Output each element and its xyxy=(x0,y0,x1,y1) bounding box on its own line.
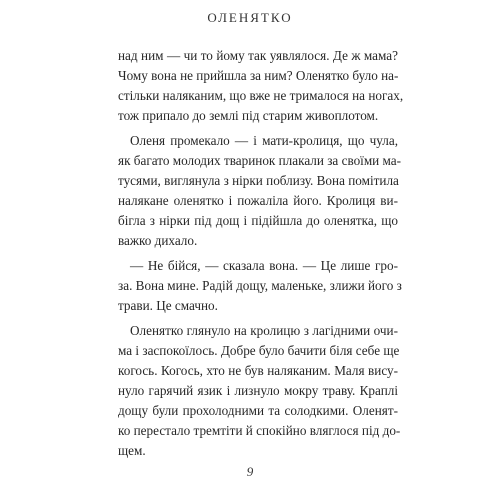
paragraph-1 xyxy=(118,46,404,126)
paragraph-2 xyxy=(118,131,402,251)
paragraph-4 xyxy=(118,321,401,461)
text-line: важко дихало. xyxy=(118,233,198,248)
text-line: щем. xyxy=(118,443,146,458)
text-line: налякане оленятко і пожаліла його. Кролиця ви- xyxy=(118,193,398,208)
text-line: тусями, виглянула з нірки поблизу. Вона помітила xyxy=(118,173,399,188)
text-line: нуло гарячий язик і лизнуло мокру траву. Краплі xyxy=(118,383,398,398)
text-line: трави. Це смачно. xyxy=(118,298,218,313)
text-line: як багато молодих тваринок плакали за своїми ма- xyxy=(118,153,402,168)
text-line: Оленя промекало — і мати-кролиця, що чула, xyxy=(130,133,398,148)
text-line: тож припало до землі під старим живоплотом. xyxy=(118,108,379,123)
text-line: дощу були прохолодними та солодкими. Оленят- xyxy=(118,403,398,418)
text-line: — Не бійся, — сказала вона. — Це лише гро- xyxy=(130,258,398,273)
text-line: ко перестало тремтіти й спокійно вляглося під до- xyxy=(118,423,401,438)
page-number: 9 xyxy=(246,464,254,479)
text-line: ма і заспокоїлось. Добре було бачити біля себе ще xyxy=(118,343,400,358)
body-text xyxy=(118,46,404,461)
text-line: стільки наляканим, що вже не трималося на ногах, xyxy=(118,88,404,103)
text-line: Чому вона не прийшла за ним? Оленятко було на- xyxy=(118,68,399,83)
text-line: за. Вона мине. Радій дощу, маленьке, злижи його з xyxy=(118,278,402,293)
text-line: когось. Когось, хто не був наляканим. Маля вису- xyxy=(118,363,398,378)
text-line: Оленятко глянуло на кролицю з лагідними очи- xyxy=(130,323,398,338)
paragraph-3 xyxy=(118,256,402,316)
text-line: над ним — чи то йому так уявлялося. Де ж мама? xyxy=(118,48,398,63)
text-line: бігла з нірки під дощ і підійшла до оленятка, що xyxy=(118,213,398,228)
running-head-title: ОЛЕНЯТКО xyxy=(207,10,293,25)
